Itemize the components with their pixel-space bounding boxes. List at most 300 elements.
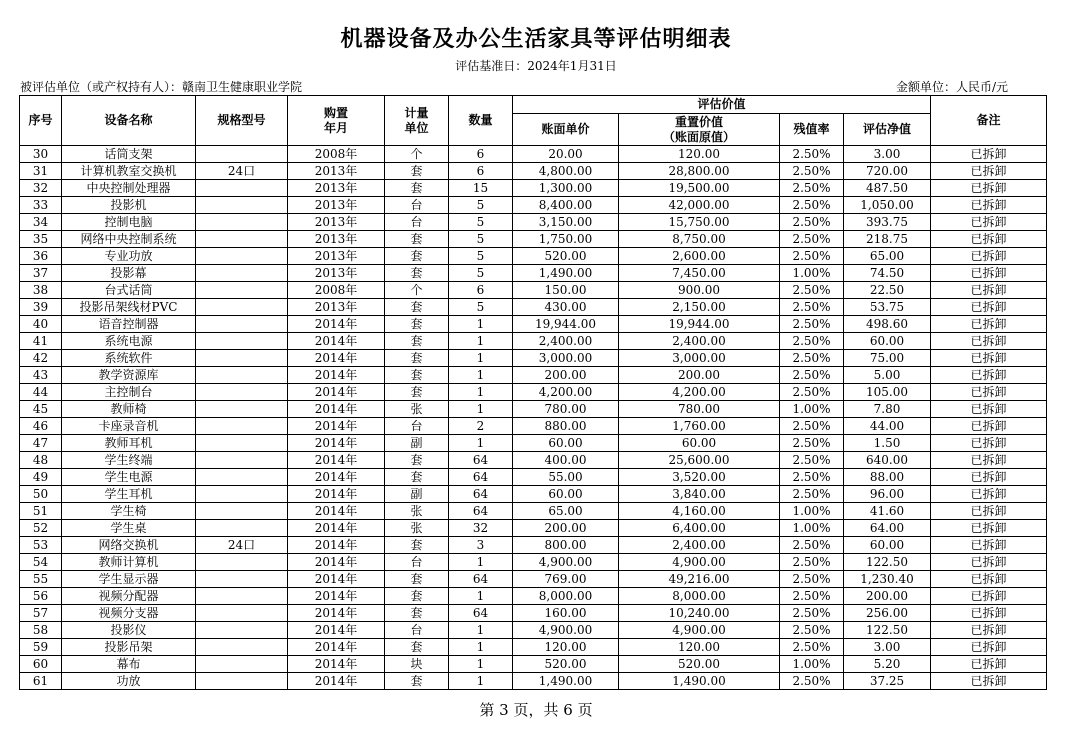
cell-net-value: 393.75: [844, 214, 931, 231]
table-row: [20, 282, 1047, 299]
cell-replacement: 120.00: [619, 639, 780, 656]
cell-seq: 55: [20, 571, 62, 588]
header-net-value: 评估净值: [844, 114, 931, 146]
cell-residual-rate: 2.50%: [780, 537, 844, 554]
cell-unit: 套: [385, 452, 449, 469]
cell-qty: 5: [449, 248, 513, 265]
cell-seq: 61: [20, 673, 62, 690]
cell-replacement: 3,840.00: [619, 486, 780, 503]
cell-seq: 53: [20, 537, 62, 554]
cell-replacement: 4,200.00: [619, 384, 780, 401]
cell-qty: 15: [449, 180, 513, 197]
table-row: [20, 401, 1047, 418]
cell-name: 视频分配器: [62, 588, 196, 605]
cell-remark: 已拆卸: [931, 673, 1047, 690]
table-row: [20, 163, 1047, 180]
cell-net-value: 256.00: [844, 605, 931, 622]
cell-unit: 套: [385, 231, 449, 248]
cell-replacement: 15,750.00: [619, 214, 780, 231]
cell-spec: [196, 418, 288, 435]
cell-unit: 张: [385, 520, 449, 537]
header-book-price: 账面单价: [513, 114, 619, 146]
table-row: [20, 622, 1047, 639]
cell-residual-rate: 2.50%: [780, 384, 844, 401]
cell-seq: 42: [20, 350, 62, 367]
cell-replacement: 42,000.00: [619, 197, 780, 214]
cell-residual-rate: 2.50%: [780, 622, 844, 639]
cell-qty: 1: [449, 588, 513, 605]
cell-replacement: 520.00: [619, 656, 780, 673]
cell-residual-rate: 2.50%: [780, 316, 844, 333]
cell-unit: 台: [385, 197, 449, 214]
cell-book-price: 200.00: [513, 520, 619, 537]
cell-date: 2014年: [288, 401, 385, 418]
header-purchase-date-line1: 购置: [323, 105, 348, 120]
assessed-entity: 被评估单位（或产权持有人）：赣南卫生健康职业学院: [20, 80, 303, 94]
cell-qty: 5: [449, 231, 513, 248]
cell-residual-rate: 2.50%: [780, 333, 844, 350]
cell-book-price: 150.00: [513, 282, 619, 299]
cell-residual-rate: 2.50%: [780, 231, 844, 248]
cell-replacement: 19,944.00: [619, 316, 780, 333]
cell-remark: 已拆卸: [931, 384, 1047, 401]
cell-spec: [196, 231, 288, 248]
cell-remark: 已拆卸: [931, 316, 1047, 333]
cell-remark: 已拆卸: [931, 401, 1047, 418]
cell-book-price: 880.00: [513, 418, 619, 435]
cell-book-price: 520.00: [513, 656, 619, 673]
cell-qty: 64: [449, 452, 513, 469]
cell-book-price: 8,000.00: [513, 588, 619, 605]
cell-net-value: 3.00: [844, 146, 931, 163]
cell-date: 2013年: [288, 197, 385, 214]
table-row: [20, 435, 1047, 452]
cell-date: 2014年: [288, 503, 385, 520]
cell-unit: 台: [385, 554, 449, 571]
cell-seq: 58: [20, 622, 62, 639]
cell-book-price: 20.00: [513, 146, 619, 163]
table-row: [20, 384, 1047, 401]
cell-unit: 张: [385, 401, 449, 418]
table-row: [20, 656, 1047, 673]
cell-qty: 64: [449, 486, 513, 503]
cell-date: 2014年: [288, 418, 385, 435]
cell-net-value: 75.00: [844, 350, 931, 367]
valuation-table: [19, 95, 1047, 690]
cell-residual-rate: 2.50%: [780, 163, 844, 180]
cell-remark: 已拆卸: [931, 265, 1047, 282]
cell-residual-rate: 1.00%: [780, 401, 844, 418]
header-valuation: 评估价值: [513, 96, 931, 114]
cell-qty: 1: [449, 656, 513, 673]
cell-replacement: 780.00: [619, 401, 780, 418]
cell-unit: 套: [385, 605, 449, 622]
cell-net-value: 22.50: [844, 282, 931, 299]
cell-unit: 套: [385, 469, 449, 486]
cell-qty: 6: [449, 282, 513, 299]
cell-spec: [196, 622, 288, 639]
cell-replacement: 10,240.00: [619, 605, 780, 622]
page-footer: 第 3 页，共 6 页: [479, 701, 593, 719]
cell-book-price: 1,490.00: [513, 265, 619, 282]
cell-net-value: 44.00: [844, 418, 931, 435]
cell-qty: 1: [449, 554, 513, 571]
cell-unit: 套: [385, 299, 449, 316]
cell-book-price: 200.00: [513, 367, 619, 384]
cell-net-value: 1,050.00: [844, 197, 931, 214]
cell-spec: [196, 571, 288, 588]
cell-seq: 47: [20, 435, 62, 452]
cell-replacement: 8,000.00: [619, 588, 780, 605]
cell-qty: 5: [449, 197, 513, 214]
cell-remark: 已拆卸: [931, 537, 1047, 554]
table-row: [20, 452, 1047, 469]
cell-net-value: 105.00: [844, 384, 931, 401]
cell-net-value: 88.00: [844, 469, 931, 486]
cell-book-price: 19,944.00: [513, 316, 619, 333]
cell-unit: 块: [385, 656, 449, 673]
cell-seq: 54: [20, 554, 62, 571]
header-residual-rate: 残值率: [780, 114, 844, 146]
cell-book-price: 1,750.00: [513, 231, 619, 248]
cell-seq: 45: [20, 401, 62, 418]
cell-spec: [196, 282, 288, 299]
cell-qty: 1: [449, 622, 513, 639]
cell-book-price: 3,000.00: [513, 350, 619, 367]
header-remark: 备注: [931, 96, 1047, 146]
cell-replacement: 2,400.00: [619, 537, 780, 554]
cell-spec: [196, 350, 288, 367]
cell-remark: 已拆卸: [931, 214, 1047, 231]
cell-book-price: 430.00: [513, 299, 619, 316]
cell-date: 2013年: [288, 231, 385, 248]
cell-residual-rate: 1.00%: [780, 520, 844, 537]
cell-residual-rate: 2.50%: [780, 605, 844, 622]
cell-replacement: 3,000.00: [619, 350, 780, 367]
cell-date: 2013年: [288, 248, 385, 265]
cell-seq: 50: [20, 486, 62, 503]
cell-residual-rate: 2.50%: [780, 639, 844, 656]
cell-seq: 51: [20, 503, 62, 520]
cell-remark: 已拆卸: [931, 554, 1047, 571]
table-row: [20, 486, 1047, 503]
header-purchase-date-line2: 年月: [323, 120, 348, 135]
cell-book-price: 160.00: [513, 605, 619, 622]
cell-remark: 已拆卸: [931, 418, 1047, 435]
cell-book-price: 769.00: [513, 571, 619, 588]
cell-remark: 已拆卸: [931, 486, 1047, 503]
cell-spec: [196, 452, 288, 469]
cell-residual-rate: 2.50%: [780, 673, 844, 690]
cell-seq: 36: [20, 248, 62, 265]
cell-net-value: 53.75: [844, 299, 931, 316]
cell-net-value: 640.00: [844, 452, 931, 469]
header-purchase-date: [288, 96, 385, 146]
cell-qty: 1: [449, 673, 513, 690]
cell-remark: 已拆卸: [931, 197, 1047, 214]
cell-replacement: 1,490.00: [619, 673, 780, 690]
cell-name: 投影吊架: [62, 639, 196, 656]
cell-spec: [196, 673, 288, 690]
cell-spec: [196, 469, 288, 486]
cell-unit: 副: [385, 435, 449, 452]
table-row: [20, 673, 1047, 690]
table-row: [20, 146, 1047, 163]
cell-name: 计算机教室交换机: [62, 163, 196, 180]
cell-unit: 副: [385, 486, 449, 503]
cell-net-value: 498.60: [844, 316, 931, 333]
cell-qty: 1: [449, 367, 513, 384]
cell-net-value: 65.00: [844, 248, 931, 265]
cell-unit: 套: [385, 673, 449, 690]
cell-replacement: 6,400.00: [619, 520, 780, 537]
cell-qty: 1: [449, 316, 513, 333]
cell-date: 2013年: [288, 180, 385, 197]
cell-unit: 张: [385, 503, 449, 520]
cell-book-price: 4,900.00: [513, 554, 619, 571]
cell-date: 2014年: [288, 554, 385, 571]
cell-remark: 已拆卸: [931, 605, 1047, 622]
cell-net-value: 5.20: [844, 656, 931, 673]
cell-book-price: 800.00: [513, 537, 619, 554]
cell-spec: [196, 367, 288, 384]
cell-remark: 已拆卸: [931, 163, 1047, 180]
cell-book-price: 520.00: [513, 248, 619, 265]
cell-name: 投影机: [62, 197, 196, 214]
cell-name: 系统软件: [62, 350, 196, 367]
cell-date: 2014年: [288, 333, 385, 350]
cell-seq: 48: [20, 452, 62, 469]
cell-net-value: 218.75: [844, 231, 931, 248]
cell-spec: [196, 401, 288, 418]
cell-spec: [196, 554, 288, 571]
cell-spec: [196, 299, 288, 316]
cell-spec: [196, 333, 288, 350]
cell-seq: 57: [20, 605, 62, 622]
cell-book-price: 4,200.00: [513, 384, 619, 401]
table-row: [20, 299, 1047, 316]
cell-qty: 6: [449, 146, 513, 163]
cell-unit: 套: [385, 571, 449, 588]
table-row: [20, 265, 1047, 282]
table-row: [20, 639, 1047, 656]
cell-date: 2014年: [288, 571, 385, 588]
cell-name: 网络中央控制系统: [62, 231, 196, 248]
cell-remark: 已拆卸: [931, 503, 1047, 520]
cell-qty: 5: [449, 265, 513, 282]
cell-net-value: 7.80: [844, 401, 931, 418]
cell-name: 网络交换机: [62, 537, 196, 554]
cell-date: 2014年: [288, 605, 385, 622]
cell-seq: 44: [20, 384, 62, 401]
table-row: [20, 520, 1047, 537]
table-row: [20, 571, 1047, 588]
cell-residual-rate: 2.50%: [780, 486, 844, 503]
cell-replacement: 120.00: [619, 146, 780, 163]
cell-seq: 37: [20, 265, 62, 282]
cell-spec: [196, 639, 288, 656]
cell-date: 2014年: [288, 350, 385, 367]
cell-remark: 已拆卸: [931, 435, 1047, 452]
cell-book-price: 1,300.00: [513, 180, 619, 197]
cell-remark: 已拆卸: [931, 333, 1047, 350]
table-row: [20, 248, 1047, 265]
cell-qty: 1: [449, 350, 513, 367]
cell-residual-rate: 2.50%: [780, 197, 844, 214]
header-qty: 数量: [449, 96, 513, 146]
cell-spec: [196, 656, 288, 673]
cell-name: 教师计算机: [62, 554, 196, 571]
cell-residual-rate: 2.50%: [780, 588, 844, 605]
cell-spec: [196, 503, 288, 520]
cell-remark: 已拆卸: [931, 180, 1047, 197]
cell-net-value: 1.50: [844, 435, 931, 452]
cell-residual-rate: 2.50%: [780, 418, 844, 435]
cell-qty: 5: [449, 214, 513, 231]
cell-remark: 已拆卸: [931, 350, 1047, 367]
cell-book-price: 4,900.00: [513, 622, 619, 639]
cell-name: 教学资源库: [62, 367, 196, 384]
cell-seq: 60: [20, 656, 62, 673]
cell-replacement: 4,900.00: [619, 554, 780, 571]
table-row: [20, 367, 1047, 384]
cell-remark: 已拆卸: [931, 282, 1047, 299]
cell-seq: 41: [20, 333, 62, 350]
cell-unit: 套: [385, 333, 449, 350]
cell-unit: 套: [385, 350, 449, 367]
cell-residual-rate: 2.50%: [780, 554, 844, 571]
cell-seq: 43: [20, 367, 62, 384]
cell-spec: [196, 588, 288, 605]
page-title: 机器设备及办公生活家具等评估明细表: [340, 27, 732, 52]
cell-date: 2014年: [288, 520, 385, 537]
header-measure-unit: [385, 96, 449, 146]
cell-name: 话筒支架: [62, 146, 196, 163]
cell-residual-rate: 1.00%: [780, 503, 844, 520]
cell-date: 2008年: [288, 282, 385, 299]
cell-qty: 1: [449, 333, 513, 350]
cell-date: 2014年: [288, 469, 385, 486]
cell-net-value: 64.00: [844, 520, 931, 537]
cell-unit: 套: [385, 537, 449, 554]
cell-spec: [196, 248, 288, 265]
cell-date: 2014年: [288, 588, 385, 605]
cell-qty: 1: [449, 435, 513, 452]
cell-book-price: 120.00: [513, 639, 619, 656]
cell-name: 功放: [62, 673, 196, 690]
table-row: [20, 197, 1047, 214]
cell-name: 系统电源: [62, 333, 196, 350]
cell-replacement: 2,600.00: [619, 248, 780, 265]
cell-book-price: 4,800.00: [513, 163, 619, 180]
table-row: [20, 418, 1047, 435]
cell-qty: 5: [449, 299, 513, 316]
cell-unit: 套: [385, 180, 449, 197]
cell-spec: [196, 214, 288, 231]
header-seq: 序号: [20, 96, 62, 146]
cell-residual-rate: 2.50%: [780, 469, 844, 486]
table-row: [20, 469, 1047, 486]
cell-name: 中央控制处理器: [62, 180, 196, 197]
cell-name: 台式话筒: [62, 282, 196, 299]
cell-name: 投影吊架线材PVC: [62, 299, 196, 316]
table-row: [20, 554, 1047, 571]
header-replacement-line2: （账面原值）: [662, 129, 735, 144]
cell-name: 学生椅: [62, 503, 196, 520]
cell-unit: 台: [385, 418, 449, 435]
cell-qty: 64: [449, 503, 513, 520]
cell-spec: [196, 265, 288, 282]
currency-unit: 金额单位：人民币/元: [895, 80, 1008, 94]
cell-net-value: 74.50: [844, 265, 931, 282]
cell-qty: 64: [449, 571, 513, 588]
cell-book-price: 2,400.00: [513, 333, 619, 350]
cell-unit: 套: [385, 316, 449, 333]
cell-name: 学生显示器: [62, 571, 196, 588]
cell-replacement: 900.00: [619, 282, 780, 299]
cell-net-value: 96.00: [844, 486, 931, 503]
cell-unit: 套: [385, 639, 449, 656]
cell-unit: 套: [385, 588, 449, 605]
cell-unit: 套: [385, 367, 449, 384]
cell-date: 2013年: [288, 163, 385, 180]
cell-seq: 30: [20, 146, 62, 163]
cell-date: 2014年: [288, 673, 385, 690]
cell-date: 2014年: [288, 639, 385, 656]
cell-unit: 台: [385, 214, 449, 231]
cell-residual-rate: 1.00%: [780, 656, 844, 673]
cell-replacement: 4,160.00: [619, 503, 780, 520]
header-spec: 规格型号: [196, 96, 288, 146]
header-replacement-line1: 重置价值: [674, 114, 723, 129]
cell-residual-rate: 2.50%: [780, 146, 844, 163]
cell-unit: 套: [385, 265, 449, 282]
cell-date: 2014年: [288, 367, 385, 384]
cell-residual-rate: 2.50%: [780, 214, 844, 231]
cell-name: 投影仪: [62, 622, 196, 639]
cell-date: 2014年: [288, 486, 385, 503]
cell-remark: 已拆卸: [931, 520, 1047, 537]
cell-net-value: 37.25: [844, 673, 931, 690]
table-row: [20, 231, 1047, 248]
cell-qty: 3: [449, 537, 513, 554]
cell-name: 学生电源: [62, 469, 196, 486]
cell-spec: [196, 435, 288, 452]
cell-net-value: 720.00: [844, 163, 931, 180]
cell-residual-rate: 2.50%: [780, 571, 844, 588]
cell-book-price: 3,150.00: [513, 214, 619, 231]
cell-remark: 已拆卸: [931, 656, 1047, 673]
cell-residual-rate: 2.50%: [780, 299, 844, 316]
cell-seq: 46: [20, 418, 62, 435]
cell-date: 2014年: [288, 622, 385, 639]
cell-book-price: 400.00: [513, 452, 619, 469]
valuation-date: 评估基准日：2024年1月31日: [455, 59, 617, 73]
cell-book-price: 55.00: [513, 469, 619, 486]
cell-qty: 64: [449, 605, 513, 622]
cell-net-value: 3.00: [844, 639, 931, 656]
cell-replacement: 60.00: [619, 435, 780, 452]
header-measure-unit-line1: 计量: [404, 105, 429, 120]
cell-net-value: 122.50: [844, 554, 931, 571]
cell-seq: 34: [20, 214, 62, 231]
cell-seq: 32: [20, 180, 62, 197]
cell-seq: 39: [20, 299, 62, 316]
cell-net-value: 41.60: [844, 503, 931, 520]
cell-name: 学生耳机: [62, 486, 196, 503]
cell-qty: 1: [449, 401, 513, 418]
cell-date: 2013年: [288, 299, 385, 316]
